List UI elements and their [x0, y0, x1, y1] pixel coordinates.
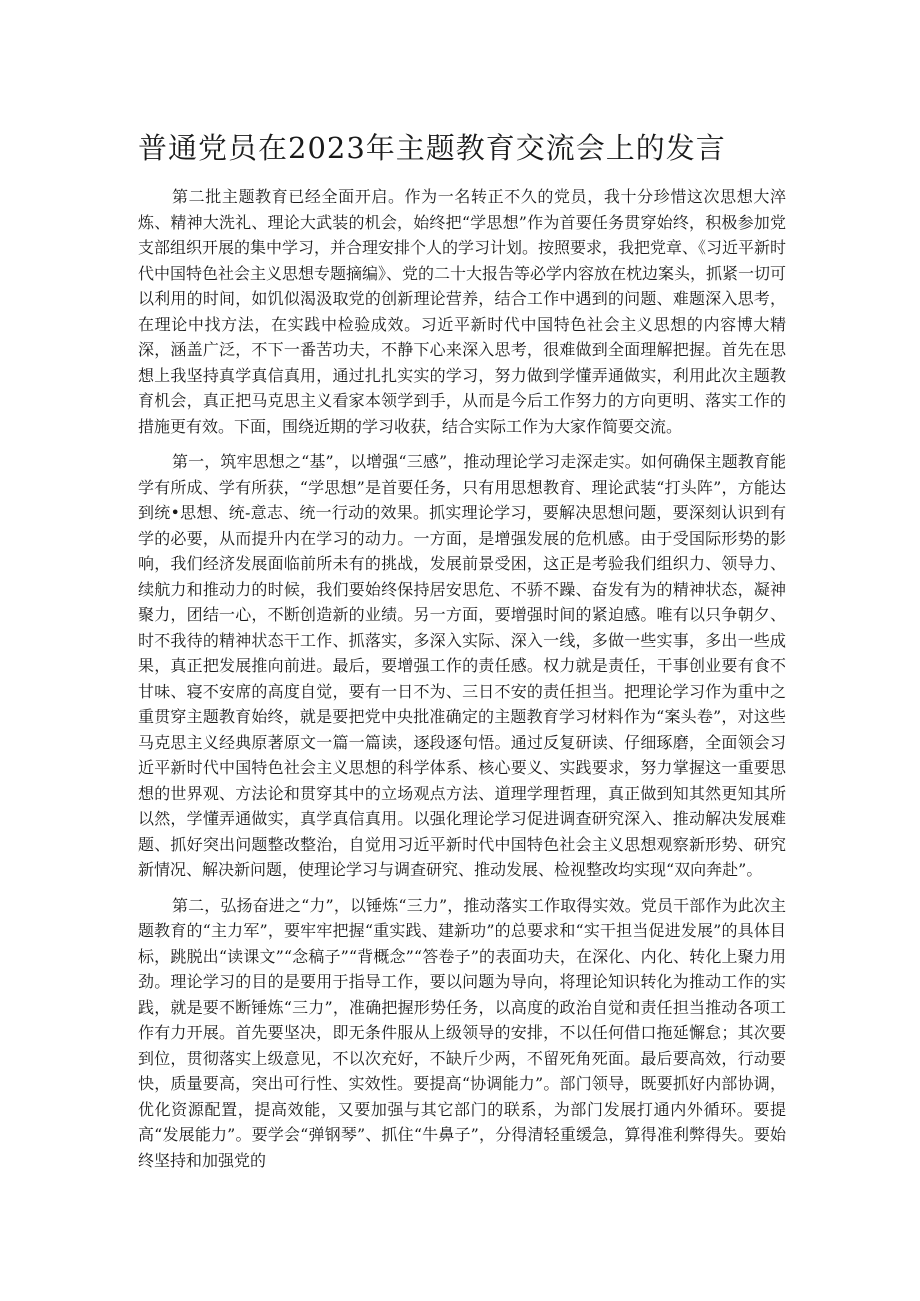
paragraph-intro: 第二批主题教育已经全面开启。作为一名转正不久的党员，我十分珍惜这次思想大淬炼、精神大洗礼、理论大武装的机会，始终把“学思想”作为首要任务贯穿始终，积极参加党支部组织开展的集中学习，并合理安排个人的学习计划。按照要求，我把党章、《习近平新时代中国特色社会主义思想专题摘编》、党的二十大报告等必学内容放在枕边案头，抓紧一切可以利用的时间，如饥似渴汲取党的创新理论营养，结合工作中遇到的问题、难题深入思考，在理论中找方法，在实践中检验成效。习近平新时代中国特色社会主义思想的内容博大精深，涵盖广泛，不下一番苦功夫，不静下心来深入思考，很难做到全面理解把握。首先在思想上我坚持真学真信真用，通过扎扎实实的学习，努力做到学懂弄通做实，利用此次主题教育机会，真正把马克思主义看家本领学到手，从而是今后工作努力的方向更明、落实工作的措施更有效。下面，围绕近期的学习收获，结合实际工作为大家作简要交流。 — [138, 187, 787, 436]
paragraph-second-point: 第二，弘扬奋进之“力”，以锤炼“三力”，推动落实工作取得实效。党员干部作为此次主题教育的“主力军”，要牢牢把握“重实践、建新功”的总要求和“实干担当促进发展”的具体目标，跳脱出“读课文”“念稿子”“背概念”“答卷子”的表面功夫，在深化、内化、转化上聚力用劲。理论学习的目的是要用于指导工作，要以问题为导向，将理论知识转化为推动工作的实践，就是要不断锤炼“三力”，准确把握形势任务，以高度的政治自觉和责任担当推动各项工作有力开展。首先要坚决，即无条件服从上级领导的安排，不以任何借口拖延懈怠；其次要到位，贯彻落实上级意见，不以次充好，不缺斤少两，不留死角死面。最后要高效，行动要快，质量要高，突出可行性、实效性。要提高“协调能力”。部门领导，既要抓好内部协调，优化资源配置，提高效能，又要加强与其它部门的联系，为部门发展打通内外循环。要提高“发展能力”。要学会“弹钢琴”、抓住“牛鼻子”，分得清轻重缓急，算得准利弊得失。要始终坚持和加强党的 — [138, 895, 786, 1170]
document-title: 普通党员在2023年主题教育交流会上的发言 — [138, 131, 726, 165]
paragraph-first-point: 第一，筑牢思想之“基”，以增强“三感”，推动理论学习走深走实。如何确保主题教育能学有所成、学有所获，“学思想”是首要任务，只有用思想教育、理论武装“打头阵”，方能达到统•思想、统-意志、统一行动的效果。抓实理论学习，要解决思想问题，要深刻认识到有学的必要，从而提升内在学习的动力。一方面，是增强发展的危机感。由于受国际形势的影响，我们经济发展面临前所未有的挑战，发展前景受困，这正是考验我们组织力、领导力、续航力和推动力的时候，我们要始终保持居安思危、不骄不躁、奋发有为的精神状态，凝神聚力，团结一心，不断创造新的业绩。另一方面，要增强时间的紧迫感。唯有以只争朝夕、时不我待的精神状态干工作、抓落实，多深入实际、深入一线，多做一些实事，多出一些成果，真正把发展推向前进。最后，要增强工作的责任感。权力就是责任，干事创业要有食不甘味、寝不安席的高度自觉，要有一日不为、三日不安的责任担当。把理论学习作为重中之重贯穿主题教育始终，就是要把党中央批准确定的主题教育学习材料作为“案头卷”，对这些马克思主义经典原著原文一篇一篇读，逐段逐句悟。通过反复研读、仔细琢磨，全面领会习近平新时代中国特色社会主义思想的科学体系、核心要义、实践要求，努力掌握这一重要思想的世界观、方法论和贯穿其中的立场观点方法、道理学理哲理，真正做到知其然更知其所以然，学懂弄通做实，真学真信真用。以强化理论学习促进调查研究深入、推动解决发展难题、抓好突出问题整改整治，自觉用习近平新时代中国特色社会主义思想观察新形势、研究新情况、解决新问题，使理论学习与调查研究、推动发展、检视整改均实现“双向奔赴”。 — [138, 452, 786, 879]
